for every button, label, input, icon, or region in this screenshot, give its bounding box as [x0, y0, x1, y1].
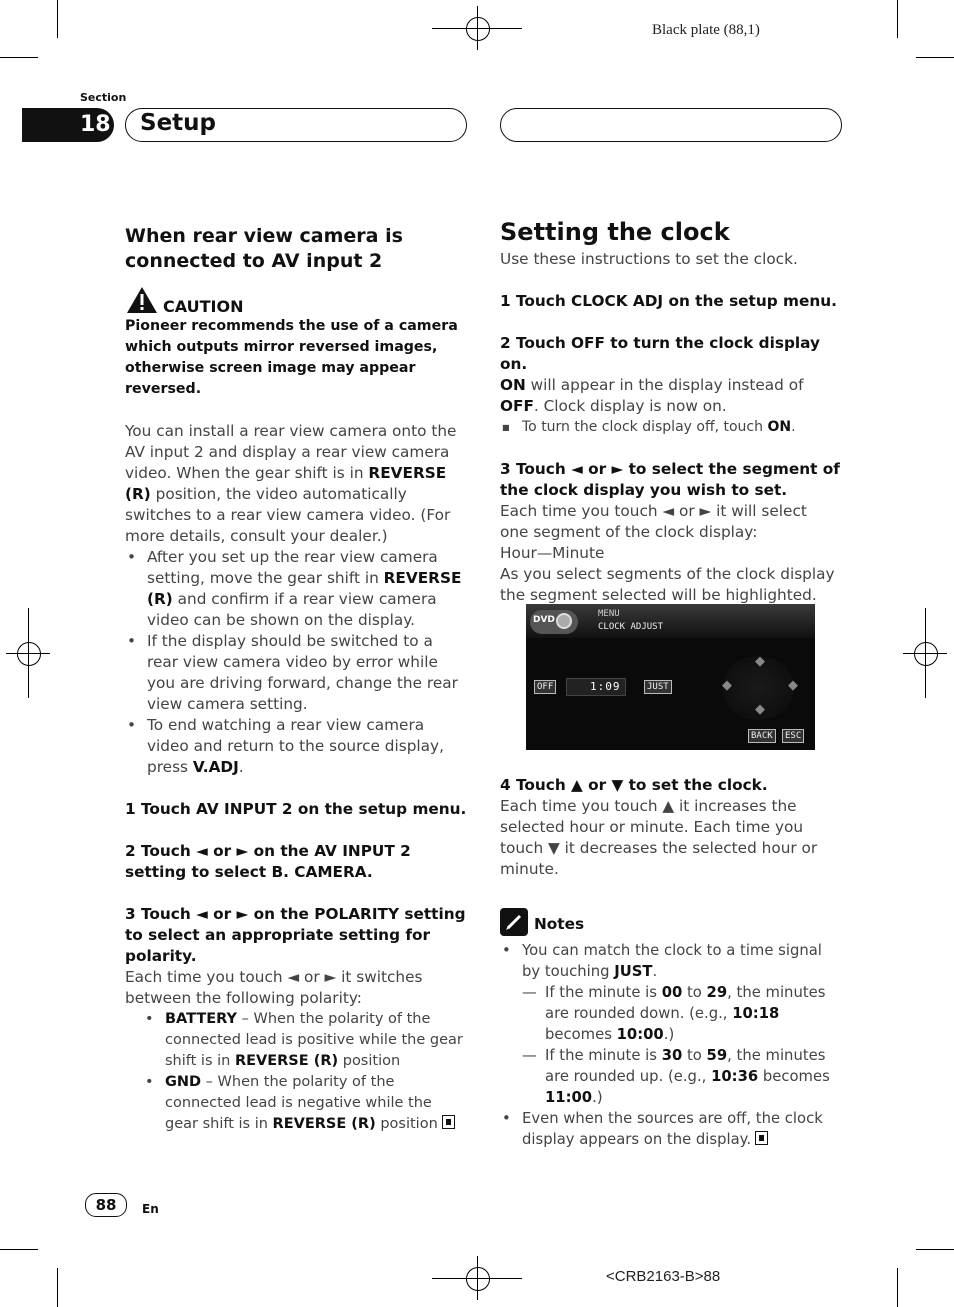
right-heading: Setting the clock	[500, 218, 730, 246]
crop-mark	[57, 1268, 58, 1307]
dvd-logo: DVD	[533, 615, 555, 625]
list-item: • If the display should be switched to a rear view camera video by error while you are driving forward, change the rear view camera setting.	[125, 631, 467, 715]
screen-menu-label: MENU	[598, 609, 620, 619]
end-mark-icon	[755, 1131, 768, 1145]
screen-time: 1:09	[590, 680, 621, 693]
section-number: 18	[80, 112, 111, 137]
left-intro: You can install a rear view camera onto the AV input 2 and display a rear view camera video. When the gear shift is in REVERSE (R) position, the video automatically switches to a rear view camera video. (For more details, consult your dealer.)	[125, 422, 457, 545]
left-step-2: 2 Touch ◄ or ► on the AV INPUT 2 setting to select B. CAMERA.	[125, 842, 411, 881]
list-item: • BATTERY – When the polarity of the connected lead is positive while the gear shift is in REVERSE (R) position	[143, 1009, 467, 1072]
left-step-3: 3 Touch ◄ or ► on the POLARITY setting to select an appropriate setting for polarity.	[125, 905, 466, 965]
right-step-2-text: ON will appear in the display instead of OFF. Clock display is now on.	[500, 376, 804, 415]
down-arrow-icon[interactable]: ◆	[755, 702, 765, 717]
left-step-1: 1 Touch AV INPUT 2 on the setup menu.	[125, 800, 467, 818]
registration-mark	[17, 642, 41, 666]
registration-line	[477, 6, 478, 50]
notes-icon	[500, 908, 528, 936]
plate-label: Black plate (88,1)	[652, 22, 760, 38]
section-blank-bar	[500, 108, 842, 142]
language-label: En	[142, 1202, 159, 1216]
list-item: • After you set up the rear view camera setting, move the gear shift in REVERSE (R) and confirm if a rear view camera video can be shown on the display.	[125, 547, 467, 631]
left-column	[125, 224, 467, 1135]
crop-mark	[57, 0, 58, 38]
right-arrow-icon[interactable]: ◆	[788, 678, 798, 693]
crop-mark	[0, 57, 38, 58]
crop-mark	[897, 1268, 898, 1307]
registration-line	[903, 653, 947, 654]
section-label: Section	[80, 91, 127, 104]
polarity-list	[143, 1009, 467, 1135]
right-column-lower	[500, 775, 840, 1150]
notes-label: Notes	[534, 915, 585, 933]
notes-header	[500, 908, 840, 938]
registration-mark	[466, 1267, 490, 1291]
list-item: • Even when the sources are off, the clock display appears on the display.	[500, 1108, 840, 1150]
registration-line	[6, 653, 50, 654]
registration-mark	[466, 17, 490, 41]
right-intro: Use these instructions to set the clock.	[500, 250, 798, 268]
section-title: Setup	[140, 110, 216, 136]
right-step-1: 1 Touch CLOCK ADJ on the setup menu.	[500, 292, 837, 310]
document-code: <CRB2163-B>88	[606, 1268, 721, 1285]
caution-icon	[126, 286, 158, 314]
list-item: • You can match the clock to a time signal by touching JUST. — If the minute is 00 to 29, the minutes are rounded down. (e.g., 10:18 becomes 10:00.) — If the minute is 30 to 59, the minutes are rounded up. (e.g., 10:36 becomes 11:00.)	[500, 940, 840, 1108]
right-step-4: 4 Touch ▲ or ▼ to set the clock.	[500, 776, 768, 794]
left-bullet-list	[125, 547, 467, 778]
left-arrow-icon[interactable]: ◆	[722, 678, 732, 693]
caution-text: Pioneer recommends the use of a camera which outputs mirror reversed images, otherwise screen image may appear reversed.	[125, 318, 458, 397]
right-step-2: 2 Touch OFF to turn the clock display on.	[500, 334, 820, 373]
right-column	[500, 218, 840, 606]
sub-list	[522, 982, 840, 1108]
right-step-3: 3 Touch ◄ or ► to select the segment of the clock display you wish to set.	[500, 460, 840, 499]
list-item: • To end watching a rear view camera video and return to the source display, press V.ADJ.	[125, 715, 467, 778]
caution-header	[125, 286, 467, 316]
crop-mark	[916, 57, 954, 58]
left-step-3-text: Each time you touch ◄ or ► it switches between the following polarity:	[125, 968, 423, 1007]
right-step-4-text: Each time you touch ▲ it increases the selected hour or minute. Each time you touch ▼ it decreases the selected hour or minute.	[500, 797, 818, 878]
crop-mark	[0, 1249, 38, 1250]
crop-mark	[897, 0, 898, 38]
registration-mark	[914, 642, 938, 666]
list-item: ■ To turn the clock display off, touch ON.	[500, 417, 840, 438]
screen-esc-button[interactable]: ESC	[782, 729, 804, 743]
screen-back-button[interactable]: BACK	[748, 729, 776, 743]
screen-just-button[interactable]: JUST	[644, 680, 672, 694]
crop-mark	[916, 1249, 954, 1250]
list-item: — If the minute is 30 to 59, the minutes are rounded up. (e.g., 10:36 becomes 11:00.)	[522, 1045, 840, 1108]
notes-list	[500, 940, 840, 1150]
right-step-3-text2: Hour—Minute	[500, 544, 605, 562]
right-step-3-text3: As you select segments of the clock display the segment selected will be highlighted.	[500, 565, 835, 604]
list-item: — If the minute is 00 to 29, the minutes are rounded down. (e.g., 10:18 becomes 10:00.)	[522, 982, 840, 1045]
caution-label: CAUTION	[163, 297, 244, 316]
up-arrow-icon[interactable]: ◆	[755, 654, 765, 669]
page-number: 88	[85, 1193, 127, 1217]
right-step-3-text1: Each time you touch ◄ or ► it will select one segment of the clock display:	[500, 502, 807, 541]
registration-line	[477, 1256, 478, 1300]
screen-title: CLOCK ADJUST	[598, 622, 664, 632]
end-mark-icon	[442, 1115, 455, 1129]
clock-adjust-screenshot	[526, 604, 815, 750]
left-heading: When rear view camera is connected to AV input 2	[125, 225, 403, 272]
screen-off-button[interactable]: OFF	[534, 680, 556, 694]
right-step-2-note	[500, 417, 840, 438]
disc-icon	[556, 613, 572, 629]
list-item: • GND – When the polarity of the connected lead is negative while the gear shift is in REVERSE (R) position	[143, 1072, 467, 1135]
